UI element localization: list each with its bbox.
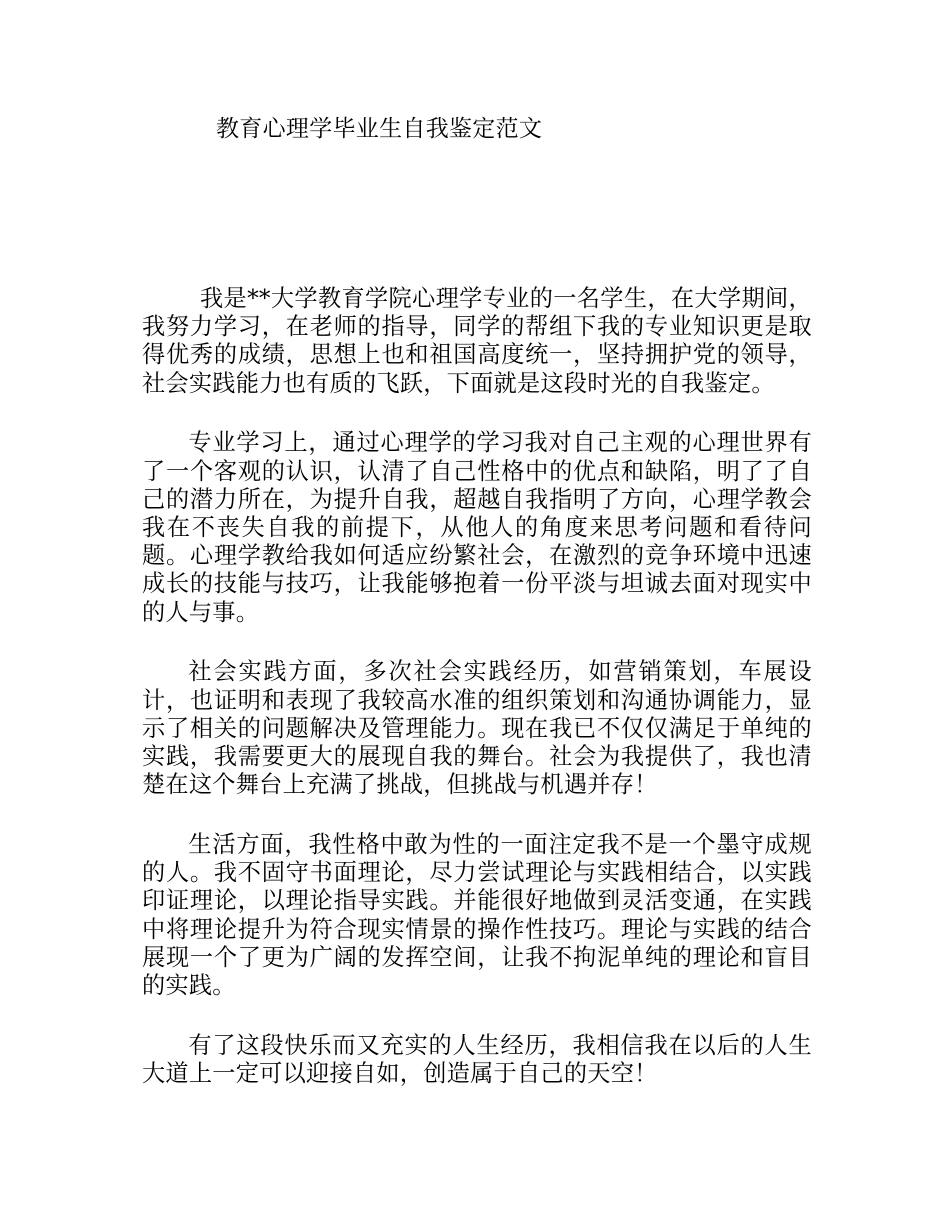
document-body [142,285,812,1120]
paragraph-intro: 我是**大学教育学院心理学专业的一名学生，在大学期间，我努力学习，在老师的指导，同学的帮组下我的专业知识更是取得优秀的成绩，思想上也和祖国高度统一，坚持拥护党的领导，社会实践能力也有质的飞跃，下面就是这段时光的自我鉴定。 [142,285,812,397]
paragraph-social-practice: 社会实践方面，多次社会实践经历，如营销策划，车展设计，也证明和表现了我较高水准的组织策划和沟通协调能力，显示了相关的问题解决及管理能力。现在我已不仅仅满足于单纯的实践，我需要更大的展现自我的舞台。社会为我提供了，我也清楚在这个舞台上充满了挑战，但挑战与机遇并存！ [142,658,812,799]
document-title: 教育心理学毕业生自我鉴定范文 [216,116,543,142]
paragraph-conclusion: 有了这段快乐而又充实的人生经历，我相信我在以后的人生大道上一定可以迎接自如，创造属于自己的天空！ [142,1031,812,1088]
paragraph-study: 专业学习上，通过心理学的学习我对自己主观的心理世界有了一个客观的认识，认清了自己性格中的优点和缺陷，明了了自己的潜力所在，为提升自我，超越自我指明了方向，心理学教会我在不丧失自我的前提下，从他人的角度来思考问题和看待问题。心理学教给我如何适应纷繁社会，在激烈的竞争环境中迅速成长的技能与技巧，让我能够抱着一份平淡与坦诚去面对现实中的人与事。 [142,429,812,626]
paragraph-life: 生活方面，我性格中敢为性的一面注定我不是一个墨守成规的人。我不固守书面理论，尽力尝试理论与实践相结合，以实践印证理论，以理论指导实践。并能很好地做到灵活变通，在实践中将理论提升为符合现实情景的操作性技巧。理论与实践的结合展现一个了更为广阔的发挥空间，让我不拘泥单纯的理论和盲目的实践。 [142,831,812,1000]
